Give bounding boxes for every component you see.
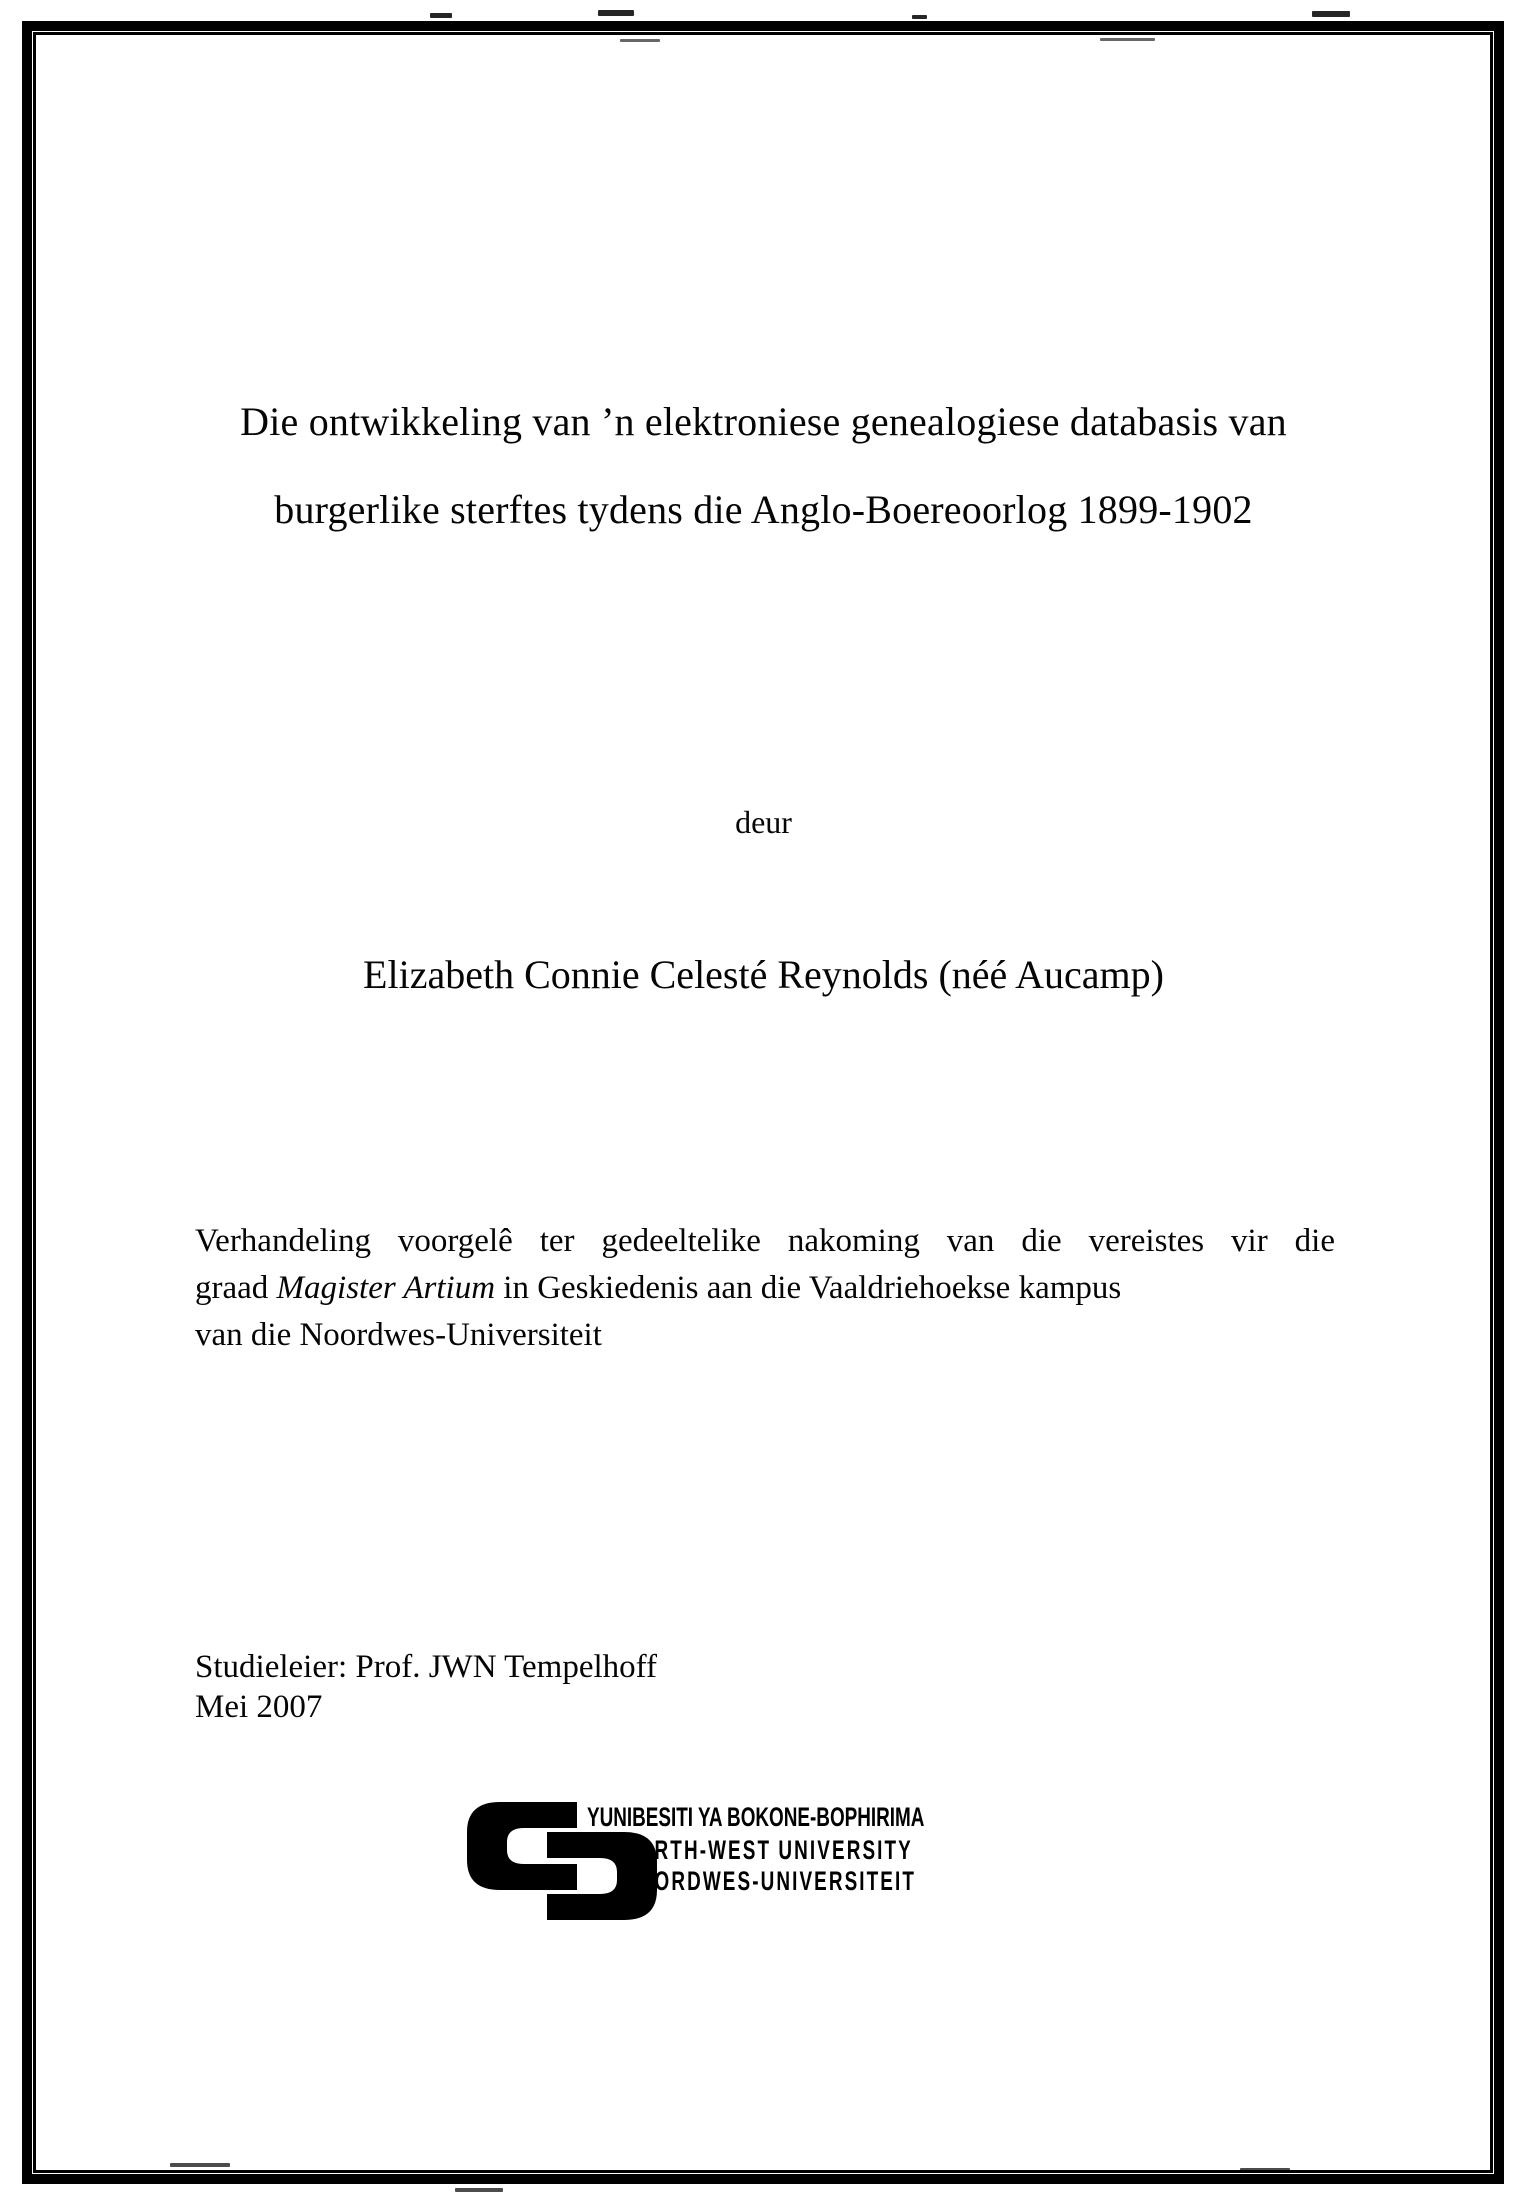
thesis-title — [0, 378, 1527, 554]
scan-artifact — [1312, 11, 1350, 17]
statement-line-2 — [195, 1265, 1335, 1312]
date-line: Mei 2007 — [195, 1689, 323, 1725]
supervisor-block — [195, 1647, 657, 1727]
logo-text-line-2: NORTH-WEST UNIVERSITY — [622, 1835, 913, 1865]
logo-text-line-3: NOORDWES-UNIVERSITEIT — [622, 1866, 917, 1896]
supervisor-line: Studieleier: Prof. JWN Tempelhoff — [195, 1649, 658, 1685]
author-name: Elizabeth Connie Celesté Reynolds (néé Aucamp) — [363, 952, 1164, 997]
scan-artifact — [170, 2163, 230, 2167]
university-logo — [467, 1800, 1067, 1935]
byline: deur — [735, 804, 792, 840]
logo-text-line-1: YUNIBESITI YA BOKONE-BOPHIRIMA — [587, 1802, 925, 1832]
scan-artifact — [1240, 2168, 1290, 2172]
magister-artium-italic: Magister Artium — [276, 1270, 496, 1306]
scan-artifact — [1100, 38, 1155, 41]
degree-statement — [195, 1218, 1335, 1359]
title-line-2: burgerlike sterftes tydens die Anglo-Boereoorlog 1899-1902 — [274, 487, 1253, 532]
scan-artifact — [455, 2188, 503, 2192]
scan-artifact — [598, 10, 634, 16]
statement-line-3: van die Noordwes-Universiteit — [195, 1317, 602, 1353]
statement-line-1: Verhandeling voorgelê ter gedeeltelike nakoming van die vereistes vir die — [195, 1223, 1335, 1259]
title-line-1: Die ontwikkeling van ’n elektroniese genealogiese databasis van — [240, 399, 1287, 444]
scan-artifact — [620, 39, 660, 42]
scan-artifact — [912, 15, 927, 19]
statement-line-2-post: in Geskiedenis aan die Vaaldriehoekse kampus — [495, 1270, 1122, 1306]
scan-artifact — [430, 13, 452, 18]
statement-line-2-pre: graad — [195, 1270, 277, 1306]
